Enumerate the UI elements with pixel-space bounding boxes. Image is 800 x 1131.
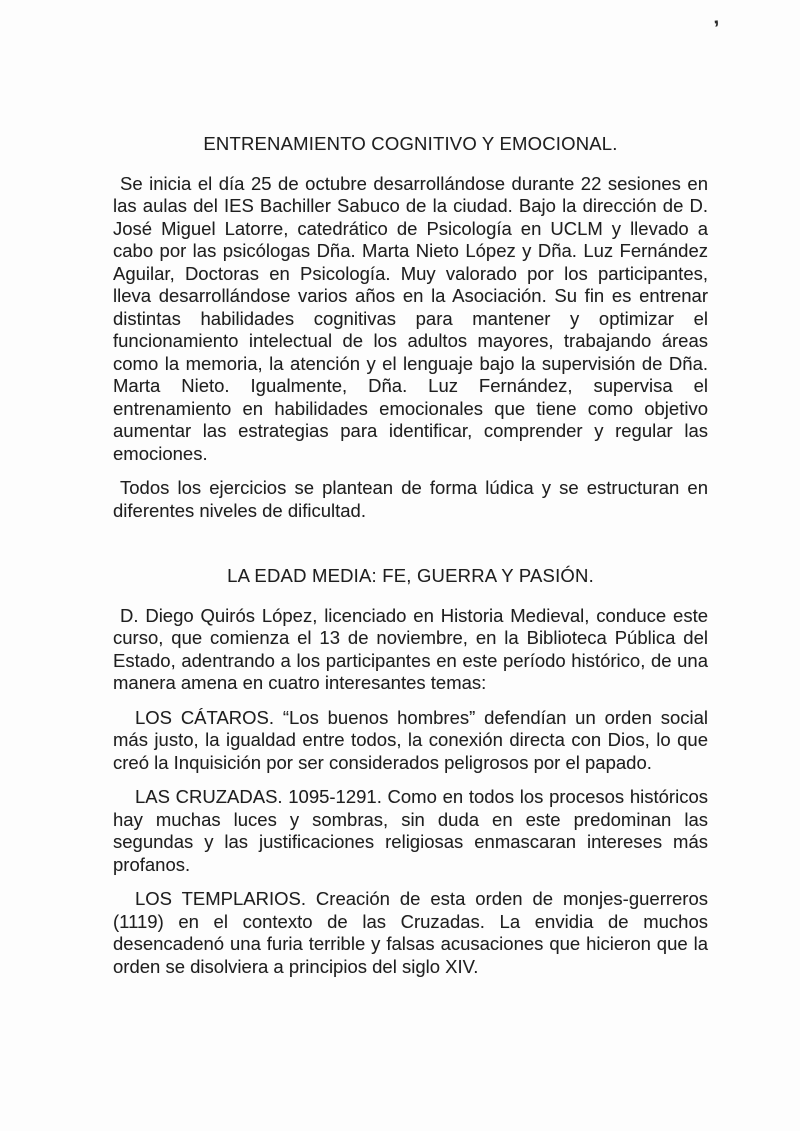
paragraph: D. Diego Quirós López, licenciado en Historia Medieval, conduce este curso, que comienza el 13 de noviembre, en la Biblioteca Pública del Estado, adentrando a los participantes en este período histórico, de una manera amena en cuatro interesantes temas: xyxy=(113,604,708,693)
paragraph: Todos los ejercicios se plantean de forma lúdica y se estructuran en diferentes niveles de dificultad. xyxy=(113,477,708,521)
section-heading: LA EDAD MEDIA: FE, GUERRA Y PASIÓN. xyxy=(227,565,594,586)
paragraph-topic-templarios: LOS TEMPLARIOS. Creación de esta orden de monjes-guerreros (1119) en el contexto de las Cruzadas. La envidia de muchos desencadenó una furia terrible y falsas acusaciones que hicieron que la orden se disolviera a principios del siglo XIV. xyxy=(113,888,708,977)
paragraph-topic-cruzadas: LAS CRUZADAS. 1095-1291. Como en todos los procesos históricos hay muchas luces y sombras, sin duda en este predominan las segundas y las justificaciones religiosas enmascaran intereses más profanos. xyxy=(113,786,708,875)
ink-mark: ’ xyxy=(712,16,722,41)
paragraph: Se inicia el día 25 de octubre desarrollándose durante 22 sesiones en las aulas del IES Bachiller Sabuco de la ciudad. Bajo la dirección de D. José Miguel Latorre, catedrático de Psicología en UCLM y llevado a cabo por las psicólogas Dña. Marta Nieto López y Dña. Luz Fernández Aguilar, Doctoras en Psicología. Muy valorado por los participantes, lleva desarrollándose varios años en la Asociación. Su fin es entrenar distintas habilidades cognitivas para mantener y optimizar el funcionamiento intelectual de los adultos mayores, trabajando áreas como la memoria, la atención y el lenguaje bajo la supervisión de Dña. Marta Nieto. Igualmente, Dña. Luz Fernández, supervisa el entrenamiento en habilidades emocionales que tiene como objetivo aumentar las estrategias para identificar, comprender y regular las emociones. xyxy=(113,172,708,464)
paragraph-topic-cataros: LOS CÁTAROS. “Los buenos hombres” defendían un orden social más justo, la igualdad entre todos, la conexión directa con Dios, lo que creó la Inquisición por ser considerados peligrosos por el papado. xyxy=(113,706,708,773)
section-heading: ENTRENAMIENTO COGNITIVO Y EMOCIONAL. xyxy=(203,133,618,154)
section-edad-media xyxy=(113,565,708,978)
section-entrenamiento-cognitivo xyxy=(113,133,708,522)
